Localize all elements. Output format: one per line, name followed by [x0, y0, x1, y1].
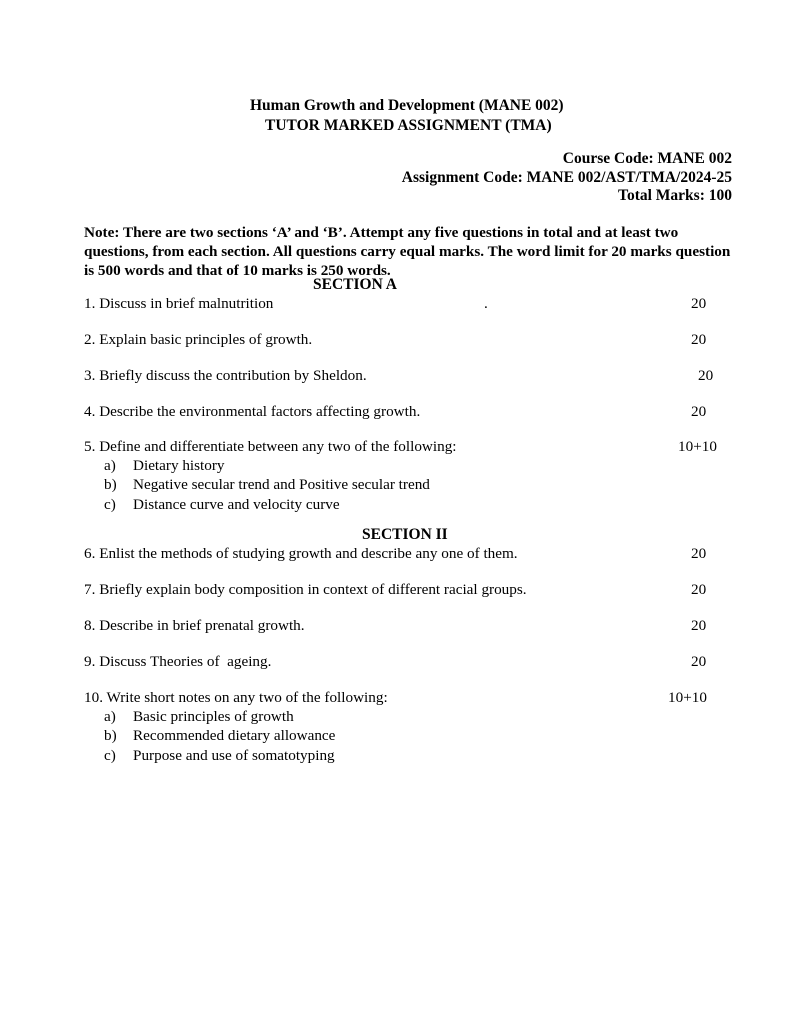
sub-item-marker: c)	[104, 495, 116, 513]
question-marks: 20	[691, 581, 707, 598]
question-text: 9. Discuss Theories of ageing.	[84, 653, 272, 670]
question-row	[84, 366, 736, 385]
question-marks: 20	[691, 653, 707, 670]
sub-item-label: Purpose and use of somatotyping	[133, 746, 335, 764]
sub-item	[104, 475, 704, 494]
sub-item-label: Dietary history	[133, 457, 225, 474]
stray-period: .	[484, 295, 488, 312]
sub-item-marker: b)	[104, 727, 117, 745]
sub-item-marker: b)	[104, 476, 117, 494]
sub-item-marker: a)	[104, 708, 116, 725]
question-row	[84, 402, 736, 421]
assignment-code: Assignment Code: MANE 002/AST/TMA/2024-25	[401, 168, 732, 186]
question-marks: 10+10	[668, 689, 707, 706]
question-marks: 20	[691, 545, 707, 562]
sub-item	[104, 456, 704, 475]
question-text: 10. Write short notes on any two of the following:	[84, 689, 388, 706]
course-code: Course Code: MANE 002	[562, 150, 732, 167]
section-heading-ii: SECTION II	[362, 526, 448, 543]
sub-item-label: Distance curve and velocity curve	[133, 495, 340, 513]
question-row	[84, 580, 736, 599]
question-marks: 20	[691, 295, 707, 312]
question-sub-list	[104, 707, 704, 765]
question-marks: 20	[691, 403, 707, 420]
sub-item-label: Recommended dietary allowance	[133, 727, 336, 745]
question-row	[84, 652, 736, 671]
sub-item	[104, 707, 704, 726]
question-marks: 10+10	[678, 438, 717, 455]
document-title	[250, 96, 564, 136]
instructions-note: Note: There are two sections ‘A’ and ‘B’. Attempt any five questions in total and at least two questions, from each section. All questions carry equal marks. The word limit for 20 marks question is 500 words and that of 10 marks is 250 words.	[84, 224, 731, 280]
total-marks: Total Marks: 100	[618, 187, 732, 204]
sub-item-label: Negative secular trend and Positive secular trend	[133, 476, 430, 494]
question-text: 2. Explain basic principles of growth.	[84, 331, 313, 348]
sub-item	[104, 746, 704, 765]
section-heading-a: SECTION A	[313, 276, 397, 293]
question-text: 5. Define and differentiate between any two of the following:	[84, 438, 457, 455]
question-sub-list	[104, 456, 704, 514]
question-marks: 20	[698, 367, 714, 384]
course-code-block	[402, 150, 732, 206]
question-text: 8. Describe in brief prenatal growth.	[84, 617, 305, 634]
question-row	[84, 544, 736, 563]
question-row	[84, 437, 736, 456]
question-text: 7. Briefly explain body composition in context of different racial groups.	[84, 581, 527, 598]
question-row	[84, 616, 736, 635]
question-row	[84, 330, 736, 349]
title-line-1: Human Growth and Development (MANE 002)	[250, 97, 564, 114]
question-text: 4. Describe the environmental factors affecting growth.	[84, 403, 421, 420]
sub-item	[104, 495, 704, 514]
question-text: 3. Briefly discuss the contribution by Sheldon.	[84, 367, 367, 384]
sub-item-marker: c)	[104, 746, 116, 764]
question-text: 1. Discuss in brief malnutrition	[84, 295, 274, 312]
question-row	[84, 294, 736, 313]
sub-item	[104, 726, 704, 745]
question-row	[84, 688, 736, 707]
sub-item-label: Basic principles of growth	[133, 708, 294, 725]
sub-item-marker: a)	[104, 457, 116, 474]
question-text: 6. Enlist the methods of studying growth and describe any one of them.	[84, 545, 518, 562]
title-line-2: TUTOR MARKED ASSIGNMENT (TMA)	[265, 117, 552, 134]
question-marks: 20	[691, 331, 707, 348]
question-marks: 20	[691, 617, 707, 634]
